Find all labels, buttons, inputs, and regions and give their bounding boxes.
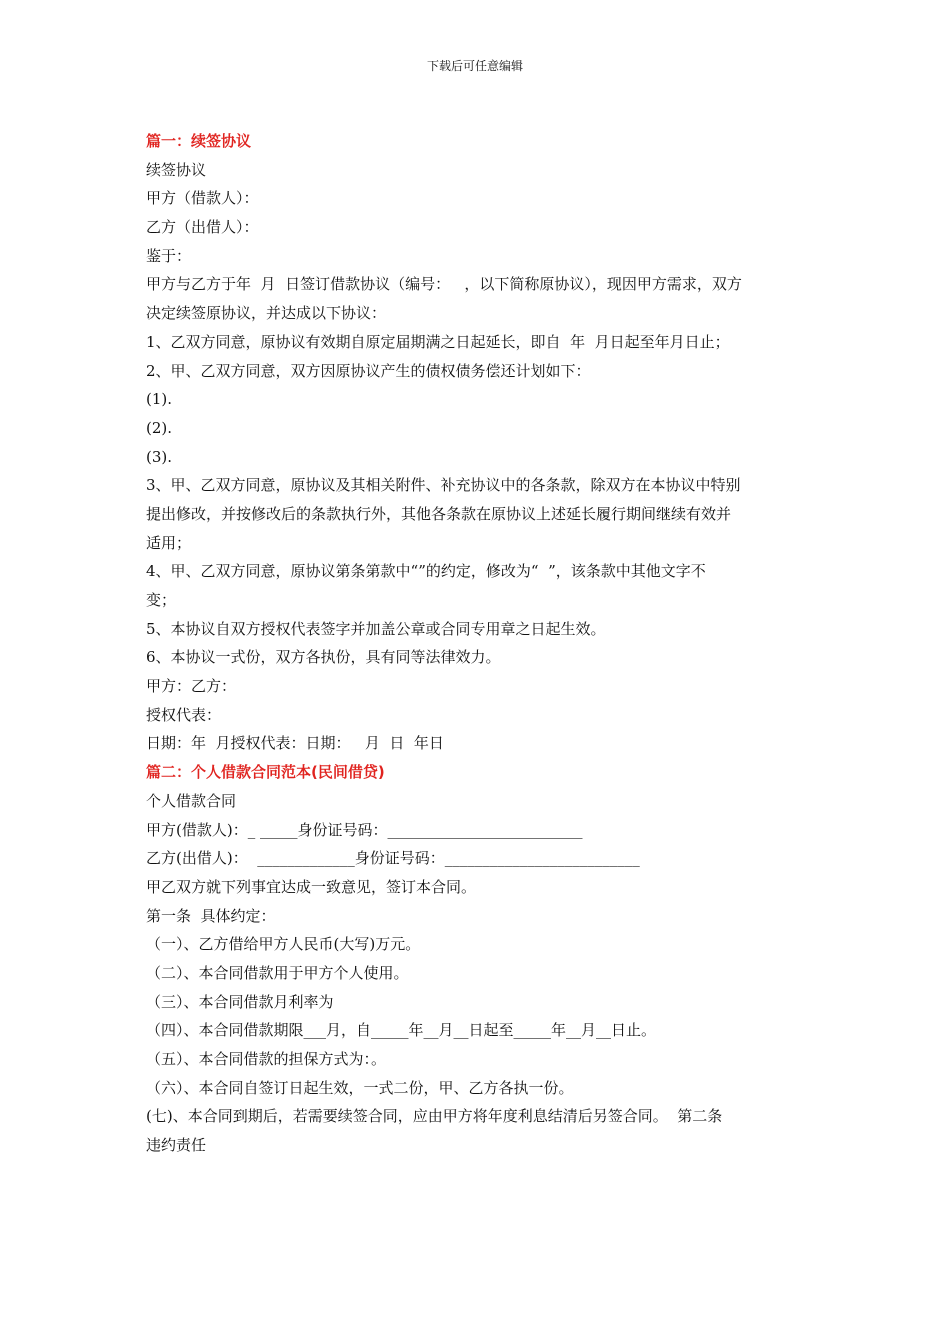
text-line: 甲方：乙方： bbox=[146, 677, 237, 696]
text-line: 续签协议 bbox=[146, 160, 207, 179]
section-heading: 篇一：续签协议 bbox=[146, 132, 252, 150]
text-line: （六）、本合同自签订日起生效，一式二份，甲、乙方各执一份。 bbox=[146, 1078, 574, 1097]
text-line: 甲乙双方就下列事宜达成一致意见，签订本合同。 bbox=[146, 877, 477, 896]
text-line: 适用； bbox=[146, 533, 192, 552]
text-line: (3). bbox=[146, 447, 173, 466]
text-line: （四）、本合同借款期限___月，自_____年__月__日起至_____年__月__日止。 bbox=[146, 1021, 657, 1040]
text-line: 提出修改，并按修改后的条款执行外，其他各条款在原协议上述延长履行期间继续有效并 bbox=[146, 504, 732, 523]
text-line: 违约责任 bbox=[146, 1136, 207, 1155]
text-line: 鉴于： bbox=[146, 246, 192, 265]
text-line: 变； bbox=[146, 591, 177, 609]
text-line: 授权代表： bbox=[146, 705, 222, 724]
text-line: 甲方(借款人)：_ _____身份证号码：__________________________ bbox=[146, 820, 583, 839]
text-line: 1、乙双方同意，原协议有效期自原定届期满之日起延长，即自 年 月日起至年月日止； bbox=[146, 332, 730, 351]
text-line: （二）、本合同借款用于甲方个人使用。 bbox=[146, 963, 409, 982]
document-body bbox=[146, 127, 810, 1160]
text-line: （五）、本合同借款的担保方式为：。 bbox=[146, 1050, 387, 1068]
text-line: （三）、本合同借款月利率为 bbox=[146, 992, 334, 1011]
text-line: 2、甲、乙双方同意，双方因原协议产生的债权债务偿还计划如下： bbox=[146, 361, 591, 380]
text-line: 个人借款合同 bbox=[146, 791, 237, 810]
text-line: (1). bbox=[146, 390, 173, 409]
text-line: 乙方（出借人）： bbox=[146, 218, 259, 237]
page-header: 下载后可任意编辑 bbox=[426, 59, 523, 73]
text-line: 甲方（借款人）： bbox=[146, 189, 259, 208]
text-line: 5、本协议自双方授权代表签字并加盖公章或合同专用章之日起生效。 bbox=[146, 619, 606, 638]
text-line: 甲方与乙方于年 月 日签订借款协议（编号： ，以下简称原协议），现因甲方需求，双方 bbox=[146, 275, 742, 294]
text-line: 4、甲、乙双方同意，原协议第条第款中“”的约定，修改为“ ”，该条款中其他文字不 bbox=[146, 562, 706, 581]
text-line: 决定续签原协议，并达成以下协议： bbox=[146, 304, 387, 323]
text-line: (2). bbox=[146, 418, 173, 437]
text-line: 日期：年 月授权代表：日期： 月 日 年日 bbox=[146, 734, 444, 753]
section-heading: 篇二：个人借款合同范本(民间借贷) bbox=[146, 763, 385, 782]
text-line: （一）、乙方借给甲方人民币(大写)万元。 bbox=[146, 935, 421, 954]
text-line: 第一条 具体约定： bbox=[146, 906, 276, 925]
text-line: (七)、本合同到期后，若需要续签合同，应由甲方将年度利息结清后另签合同。 第二条 bbox=[146, 1107, 723, 1126]
text-line: 乙方(出借人)： _____________身份证号码：__________________________ bbox=[146, 849, 640, 868]
text-line: 6、本协议一式份，双方各执份，具有同等法律效力。 bbox=[146, 648, 501, 667]
text-line: 3、甲、乙双方同意，原协议及其相关附件、补充协议中的各条款，除双方在本协议中特别 bbox=[146, 476, 741, 495]
